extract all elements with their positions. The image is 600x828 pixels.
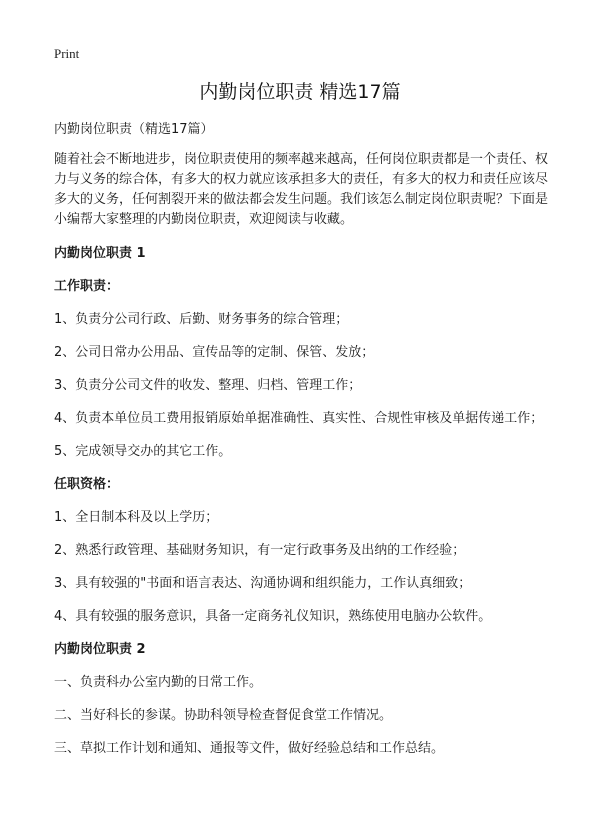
list-item: 一、负责科办公室内勤的日常工作。 xyxy=(54,675,263,690)
qualifications-heading: 任职资格： xyxy=(54,477,120,492)
list-item: 二、当好科长的参谋。协助科领导检查督促食堂工作情况。 xyxy=(54,708,393,723)
document-title: 内勤岗位职责 精选17篇 xyxy=(199,81,401,103)
list-item: 4、负责本单位员工费用报销原始单据准确性、真实性、合规性审核及单据传递工作； xyxy=(54,411,544,426)
list-item: 三、草拟工作计划和通知、通报等文件，做好经验总结和工作总结。 xyxy=(54,741,445,756)
print-link[interactable]: Print xyxy=(54,46,80,61)
list-item: 1、全日制本科及以上学历； xyxy=(54,510,219,525)
document-subtitle: 内勤岗位职责（精选17篇） xyxy=(54,122,214,137)
duties-heading: 工作职责： xyxy=(54,279,120,294)
list-item: 5、完成领导交办的其它工作。 xyxy=(54,444,232,459)
document-body xyxy=(54,120,554,772)
list-item: 2、熟悉行政管理、基础财务知识，有一定行政事务及出纳的工作经验； xyxy=(54,543,466,558)
list-item: 2、公司日常办公用品、宣传品等的定制、保管、发放； xyxy=(54,345,375,360)
list-item: 4、具有较强的服务意识，具备一定商务礼仪知识，熟练使用电脑办公软件。 xyxy=(54,609,492,624)
section-heading: 内勤岗位职责 2 xyxy=(54,642,146,657)
list-item: 3、负责分公司文件的收发、整理、归档、管理工作； xyxy=(54,378,362,393)
intro-paragraph: 随着社会不断地进步，岗位职责使用的频率越来越高，任何岗位职责都是一个责任、权力与义务的综合体，有多大的权力就应该承担多大的责任，有多大的权力和责任应该尽多大的义务，任何割裂开来的做法都会发生问题。我们该怎么制定岗位职责呢？下面是小编帮大家整理的内勤岗位职责，欢迎阅读与收藏。 xyxy=(54,152,549,227)
list-item: 1、负责分公司行政、后勤、财务事务的综合管理； xyxy=(54,312,349,327)
section-heading: 内勤岗位职责 1 xyxy=(54,246,146,261)
list-item: 3、具有较强的"书面和语言表达、沟通协调和组织能力，工作认真细致； xyxy=(54,576,472,591)
